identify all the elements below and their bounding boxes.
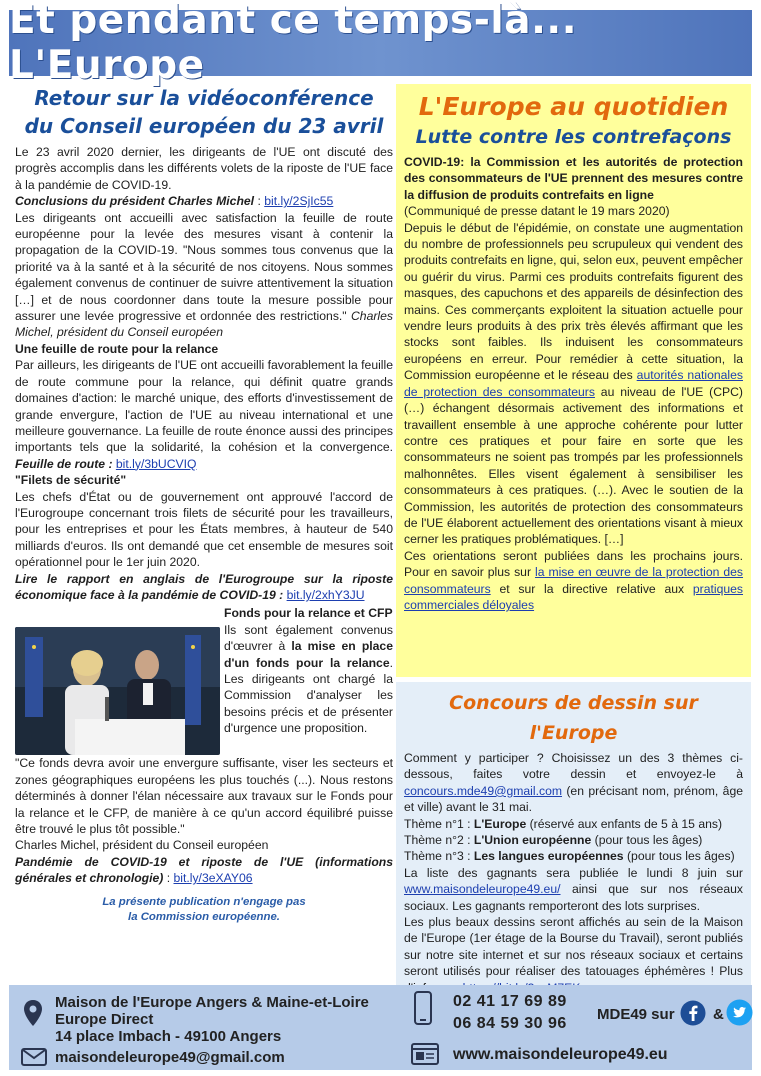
theme-note: (pour tous les âges) <box>623 849 735 864</box>
counterfeit-subtitle: Lutte contre les contrefaçons <box>415 126 732 148</box>
fund-text-block <box>220 605 393 755</box>
facebook-icon[interactable] <box>680 1000 706 1026</box>
section-title-videoconference <box>15 84 393 140</box>
welcome-text: Les dirigeants ont accueilli avec satisfaction la feuille de route européenne pour la levée des mesures visant à contenir la propagation de la COVID-19. "Nous sommes tous convenus que la priorité va à la santé et à la sécurité de nos citoyens. Nous sommes également convenus de continuer de suivre attentivement la situation […] et de nous coordonner dans toute la mesure possible pour assurer une levée progressive et ordonnée des restrictions." <box>15 210 393 324</box>
counterfeit-body-3: Ces orientations seront publiées dans les prochains jours. Pour en savoir plus sur <box>404 548 743 580</box>
theme-name: Les langues européennes <box>473 849 624 864</box>
theme-note: (pour tous les âges) <box>591 833 703 848</box>
cpc-authorities-link[interactable]: autorités nationales de protection des consommateurs <box>404 368 743 399</box>
winners-website-link[interactable]: www.maisondeleurope49.eu/ <box>404 882 561 897</box>
theme-name: L'Union européenne <box>473 833 592 848</box>
pandemic-label: Pandémie de COVID-19 et riposte de l'UE (informations générales et chronologie) <box>15 854 393 886</box>
safety-read-label: Lire le rapport en anglais de l'Eurogroupe sur la riposte économique face à la pandémie de COVID-19 : <box>15 571 393 602</box>
roadmap-label: Feuille de route : <box>15 456 113 471</box>
pandemic-link[interactable]: bit.ly/3eXAY06 <box>173 871 253 886</box>
disclaimer-line-1: La présente publication n'engage pas <box>102 895 306 908</box>
right-column <box>396 84 751 992</box>
winners-text-1: La liste des gagnants sera publiée le lundi 8 juin sur <box>404 865 743 880</box>
contest-title: Concours de dessin sur l'Europe <box>449 692 698 744</box>
smartphone-icon <box>413 991 433 1025</box>
theme-item <box>404 848 743 864</box>
banner-title: Et pendant ce temps-là... L'Europe <box>9 0 578 88</box>
theme-label: Thème n°3 : <box>404 849 474 864</box>
org-address: 14 place Imbach - 49100 Angers <box>55 1028 282 1045</box>
roadmap-text-1: Par ailleurs, les dirigeants de l'UE ont accueilli favorablement la feuille de route commune pour la relance <box>15 358 393 389</box>
theme-name: L'Europe <box>473 816 527 831</box>
disclaimer <box>15 895 393 925</box>
conclusions-label: Conclusions du président Charles Michel <box>15 194 255 209</box>
location-pin-icon <box>23 999 43 1027</box>
press-conference-image <box>15 627 220 755</box>
contact-footer <box>9 985 752 1070</box>
conclusions-sep: : <box>254 194 265 209</box>
fund-text-2: . Les dirigeants ont chargé la Commission d'analyser les besoins précis et de présenter d'urgence une proposition. <box>224 655 393 736</box>
counterfeit-body-mid: et sur la directive relative aux <box>490 581 693 596</box>
pandemic-sep: : <box>163 871 174 886</box>
org-name: Maison de l'Europe Angers & Maine-et-Loire <box>55 994 369 1011</box>
fund-bold: la mise en place d'un fonds pour la relance <box>224 639 393 670</box>
welcome-signature: Charles Michel, président du Conseil européen <box>15 309 393 340</box>
unfair-practices-link[interactable]: pratiques commerciales déloyales <box>404 581 743 612</box>
fund-quote: "Ce fonds devra avoir une envergure suffisante, viser les secteurs et zones géographiques européens les plus touchés (...). Nous restons déterminés à donner l'élan nécessaire aux travaux sur le Fonds pour la relance et le CFP, de manière à ce qu'un accord équilibré puisse être trouvé le plus tôt possible." <box>15 756 393 836</box>
phone-number-2[interactable]: 06 84 59 30 96 <box>453 1015 567 1032</box>
social-amp: & <box>713 1006 724 1023</box>
counterfeit-body-1: Depuis le début de l'épidémie, on constate une augmentation du nombre de professionnels peu scrupuleux qui vendent des produits contrefaits en ligne, qui, selon eux, peuvent empêcher ou guérir du virus. Parmi ces produits contrefaits figurent des masques, des capuchons et des appareils de désinfection des mains. Ces commerçants exploitent la situation actuelle pour vendre leurs produits à des prix très élevés affirmant que les stocks sont faibles. Ils induisent les consommateurs européens en erreur. Pour remédier à cette situation, la Commission européenne et le réseau des <box>404 220 743 383</box>
display-text: Les plus beaux dessins seront affichés au sein de la Maison de l'Europe (1er étage de la Bourse du Travail), seront publiés sur notre site internet et sur nos réseaux sociaux et certains seront utilisés pour réaliser des tatouages éphémères ! Plus <box>404 915 743 979</box>
consumer-protection-link[interactable]: la mise en œuvre de la protection des consommateurs <box>404 565 744 596</box>
envelope-icon <box>21 1048 47 1066</box>
title-line-1: Retour sur la vidéoconférence <box>34 86 374 110</box>
website-icon <box>411 1043 439 1065</box>
header-banner <box>9 0 752 88</box>
press-lead: COVID-19: la Commission et les autorités de protection des consommateurs de l'UE prennent des mesures contre la diffusion de produits contrefaits en ligne <box>404 155 743 202</box>
fund-text-1: Ils sont également convenus d'œuvrer à <box>224 622 393 654</box>
theme-label: Thème n°1 : <box>404 816 474 831</box>
disclaimer-line-2: la Commission européenne. <box>128 910 280 923</box>
safety-heading: "Filets de sécurité" <box>15 473 127 488</box>
theme-note: (réservé aux enfants de 5 à 15 ans) <box>526 816 723 831</box>
phone-number-1[interactable]: 02 41 17 69 89 <box>453 993 567 1010</box>
roadmap-text-2: , qui définit quatre grands domaines d'action: le marché unique, des efforts d'investissement de grande envergure, l'action de l'UE au niveau international et une meilleure gouvernance. La feuille de route énonce aussi des principes importants tels que la solidarité, la cohésion et la convergence. <box>15 374 393 455</box>
theme-item <box>404 832 743 848</box>
intro-paragraph: Le 23 avril 2020 dernier, les dirigeants de l'UE ont discuté des progrès accomplis dans les différents volets de la riposte de l'UE face à la pandémie de COVID-19. <box>15 145 393 192</box>
europe-daily-title: L'Europe au quotidien <box>418 92 729 121</box>
title-line-2: du Conseil européen du 23 avril <box>24 114 384 138</box>
theme-item <box>404 816 743 832</box>
fund-signature: Charles Michel, président du Conseil européen <box>15 838 269 853</box>
roadmap-heading: Une feuille de route pour la relance <box>15 341 219 356</box>
safety-text: Les chefs d'État ou de gouvernement ont approuvé l'accord de l'Eurogroupe concernant trois filets de sécurité pour les travailleurs, pour les entreprises et pour les États membres, à hauteur de 540 milliards d'euros. Ils ont demandé que cet ensemble de mesures soit opérationnel pour le 1er juin 2020. <box>15 489 393 570</box>
org-subtitle: Europe Direct <box>55 1011 154 1028</box>
leaders-photo <box>15 627 220 755</box>
drawing-contest-box <box>396 682 751 992</box>
footer-email[interactable]: maisondeleurope49@gmail.com <box>55 1049 285 1066</box>
fund-section <box>15 605 393 755</box>
contest-intro-1: Comment y participer ? Choisissez un des 3 thèmes ci-dessous, faites votre dessin et envoyez-le à <box>404 751 743 782</box>
footer-website[interactable]: www.maisondeleurope49.eu <box>453 1046 668 1063</box>
safety-link[interactable]: bit.ly/2xhY3JU <box>286 587 365 602</box>
left-column <box>15 84 393 925</box>
twitter-icon[interactable] <box>726 999 753 1026</box>
theme-label: Thème n°2 : <box>404 833 474 848</box>
europe-daily-box <box>396 84 751 677</box>
winners-text-2: ainsi que sur nos réseaux sociaux. Les gagnants remporteront des lots surprises. <box>404 882 743 913</box>
conclusions-link[interactable]: bit.ly/2SjIc55 <box>264 194 334 209</box>
contest-email-link[interactable]: concours.mde49@gmail.com <box>404 783 563 798</box>
roadmap-link[interactable]: bit.ly/3bUCVIQ <box>115 456 197 471</box>
social-label: MDE49 sur <box>597 1006 675 1023</box>
contest-intro-2: (en précisant nom, prénom, âge et ville) avant le 31 mai. <box>404 783 743 815</box>
fund-heading: Fonds pour la relance et CFP <box>224 606 393 621</box>
press-date: (Communiqué de presse datant le 19 mars 2020) <box>404 204 670 219</box>
counterfeit-body-2: au niveau de l'UE (CPC) (…) échangent désormais activement des informations et travaillent ensemble à une approche cohérente pour lutter contre ces pratiques et pour faire en sorte que les consommateurs ne soient pas trompés par les professionnels malhonnêtes. Elles visent également à sensibiliser les consommateurs à ces pratiques. (…). Avec le soutien de la Commission, les autorités de protection des consommateurs de l'UE élaborent actuellement des orientations visant à mieux cerner les pratiques problématiques. […] <box>404 384 743 547</box>
